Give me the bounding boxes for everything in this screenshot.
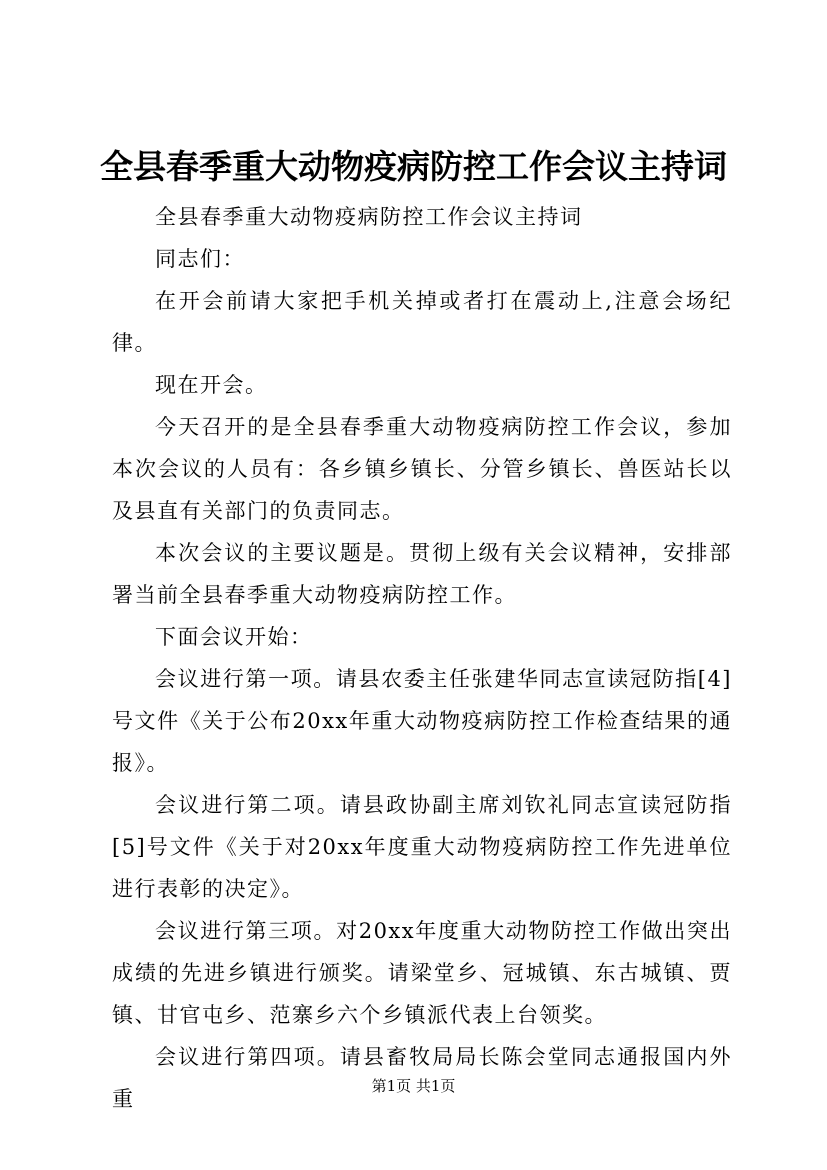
page-footer xyxy=(0,1076,827,1096)
page-indicator: 第1页 共1页 xyxy=(371,1077,456,1095)
paragraph: 全县春季重大动物疫病防控工作会议主持词 xyxy=(155,205,583,229)
paragraph: 同志们： xyxy=(155,247,245,271)
paragraph: 本次会议的主要议题是。贯彻上级有关会议精神，安排部署当前全县春季重大动物疫病防控工作。 xyxy=(112,541,732,607)
paragraph: 会议进行第二项。请县政协副主席刘钦礼同志宣读冠防指[5]号文件《关于对20xx年度重大动物疫病防控工作先进单位进行表彰的决定》。 xyxy=(112,793,732,901)
paragraph: 现在开会。 xyxy=(155,373,268,397)
paragraph: 今天召开的是全县春季重大动物疫病防控工作会议，参加本次会议的人员有：各乡镇乡镇长、分管乡镇长、兽医站长以及县直有关部门的负责同志。 xyxy=(112,415,732,523)
paragraph: 会议进行第三项。对20xx年度重大动物防控工作做出突出成绩的先进乡镇进行颁奖。请梁堂乡、冠城镇、东古城镇、贾镇、甘官屯乡、范寨乡六个乡镇派代表上台领奖。 xyxy=(112,919,732,1027)
document-body xyxy=(112,196,732,1120)
paragraph: 下面会议开始： xyxy=(155,625,313,649)
document-title: 全县春季重大动物疫病防控工作会议主持词 xyxy=(100,147,727,186)
paragraph: 会议进行第一项。请县农委主任张建华同志宣读冠防指[4]号文件《关于公布20xx年重大动物疫病防控工作检查结果的通报》。 xyxy=(112,667,732,775)
paragraph: 在开会前请大家把手机关掉或者打在震动上,注意会场纪律。 xyxy=(112,289,732,355)
paragraph: 会议进行第四项。请县畜牧局局长陈会堂同志通报国内外重 xyxy=(112,1045,732,1111)
